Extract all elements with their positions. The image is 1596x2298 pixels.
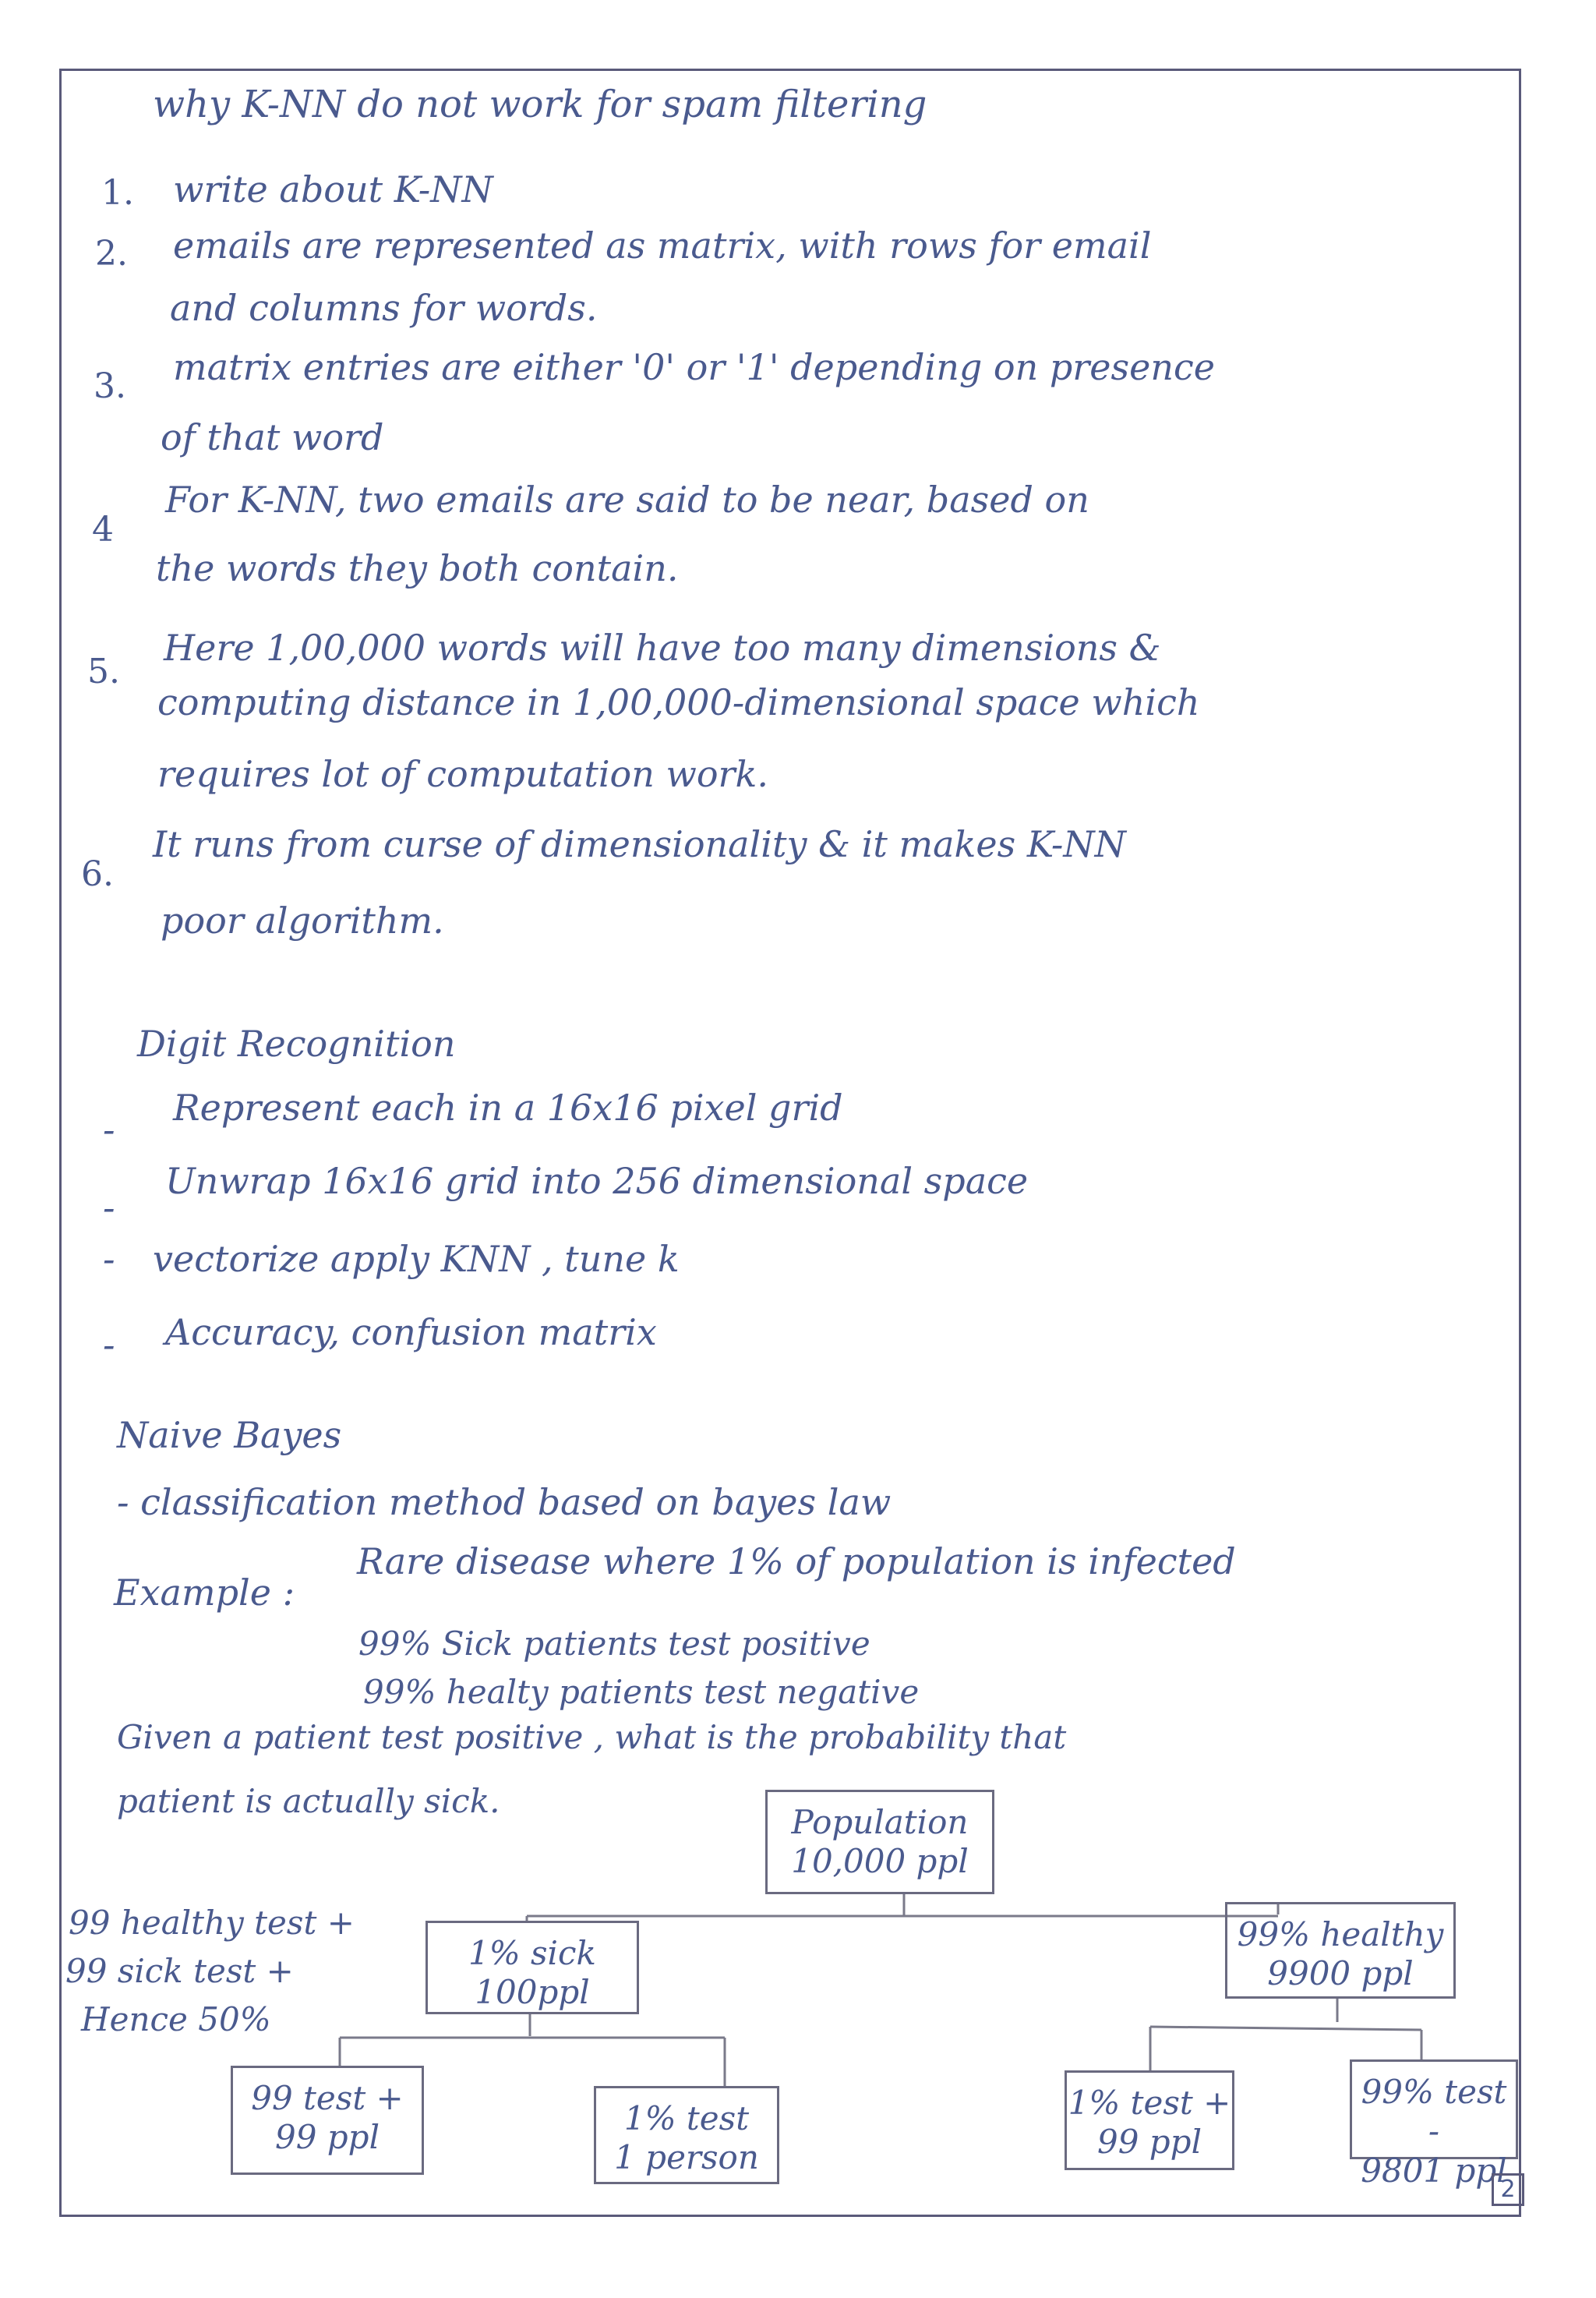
point-line: It runs from curse of dimensionality & it makes K-NN bbox=[153, 823, 1126, 865]
node-label: 1% sick bbox=[468, 1934, 596, 1972]
conclusion-line: 99 healthy test + bbox=[69, 1904, 355, 1942]
point-line: the words they both contain. bbox=[156, 547, 679, 589]
bullet-item: Represent each in a 16x16 pixel grid bbox=[173, 1087, 843, 1129]
tree-node-healthy bbox=[1225, 1902, 1456, 1999]
question-line: Given a patient test positive , what is the probability that bbox=[117, 1718, 1067, 1756]
point-line: requires lot of computation work. bbox=[157, 753, 769, 795]
node-label: 99% test - bbox=[1361, 2073, 1507, 2151]
point-line: computing distance in 1,00,000-dimensional space which bbox=[157, 681, 1200, 723]
bullet-dash: - bbox=[103, 1324, 115, 1366]
point-number: 4 bbox=[92, 510, 114, 550]
node-value: 9801 ppl bbox=[1361, 2151, 1507, 2190]
point-line: write about K-NN bbox=[173, 168, 493, 210]
tree-node-sick-positive bbox=[231, 2066, 424, 2175]
bullet-item: - classification method based on bayes law bbox=[117, 1481, 892, 1523]
conclusion-line: 99 sick test + bbox=[65, 1952, 294, 1990]
point-line: For K-NN, two emails are said to be near, based on bbox=[165, 479, 1089, 521]
point-number: 2. bbox=[95, 234, 128, 274]
node-label: 99% healthy bbox=[1237, 1915, 1444, 1953]
node-label: Population bbox=[791, 1803, 969, 1841]
node-label: 1% test bbox=[623, 2099, 750, 2137]
node-value: 9900 ppl bbox=[1267, 1954, 1414, 1993]
node-value: 99 ppl bbox=[275, 2118, 380, 2157]
bullet-item: Accuracy, confusion matrix bbox=[165, 1311, 657, 1353]
page-title: why K-NN do not work for spam filtering bbox=[153, 83, 927, 126]
bullet-item: Unwrap 16x16 grid into 256 dimensional space bbox=[165, 1160, 1029, 1202]
section-heading: Naive Bayes bbox=[117, 1414, 342, 1456]
point-line: and columns for words. bbox=[170, 287, 598, 329]
tree-node-root bbox=[765, 1790, 994, 1894]
node-value: 10,000 ppl bbox=[791, 1842, 969, 1881]
point-line: of that word bbox=[161, 416, 384, 458]
point-line: emails are represented as matrix, with rows for email bbox=[173, 224, 1152, 267]
point-number: 5. bbox=[87, 652, 120, 691]
example-text: Rare disease where 1% of population is infected bbox=[357, 1540, 1236, 1582]
tree-node-sick bbox=[425, 1921, 639, 2014]
page-number: 2 bbox=[1492, 2173, 1524, 2206]
conclusion-line: Hence 50% bbox=[81, 2000, 271, 2038]
point-number: 3. bbox=[94, 366, 126, 406]
example-line: 99% Sick patients test positive bbox=[358, 1625, 870, 1663]
node-label: 99 test + bbox=[251, 2079, 404, 2117]
tree-node-healthy-negative bbox=[1350, 2059, 1518, 2190]
node-label: 1% test + bbox=[1068, 2084, 1231, 2122]
bullet-dash: - bbox=[103, 1186, 115, 1229]
point-number: 6. bbox=[81, 854, 114, 894]
tree-node-healthy-positive bbox=[1065, 2070, 1234, 2170]
bullet-item: vectorize apply KNN , tune k bbox=[153, 1238, 680, 1280]
point-line: Here 1,00,000 words will have too many dimensions & bbox=[164, 627, 1161, 669]
example-line: 99% healty patients test negative bbox=[363, 1673, 920, 1711]
section-heading: Digit Recognition bbox=[137, 1023, 456, 1065]
node-value: 100ppl bbox=[475, 1973, 590, 2012]
node-value: 99 ppl bbox=[1097, 2123, 1202, 2162]
point-line: poor algorithm. bbox=[161, 900, 444, 942]
bullet-dash: - bbox=[103, 1108, 115, 1151]
node-value: 1 person bbox=[614, 2138, 759, 2177]
question-line: patient is actually sick. bbox=[117, 1782, 500, 1820]
bullet-item: - bbox=[103, 1238, 115, 1280]
example-label: Example : bbox=[114, 1571, 295, 1614]
tree-node-sick-negative bbox=[594, 2086, 779, 2184]
point-number: 1. bbox=[101, 173, 134, 213]
point-line: matrix entries are either '0' or '1' depending on presence bbox=[173, 346, 1215, 388]
